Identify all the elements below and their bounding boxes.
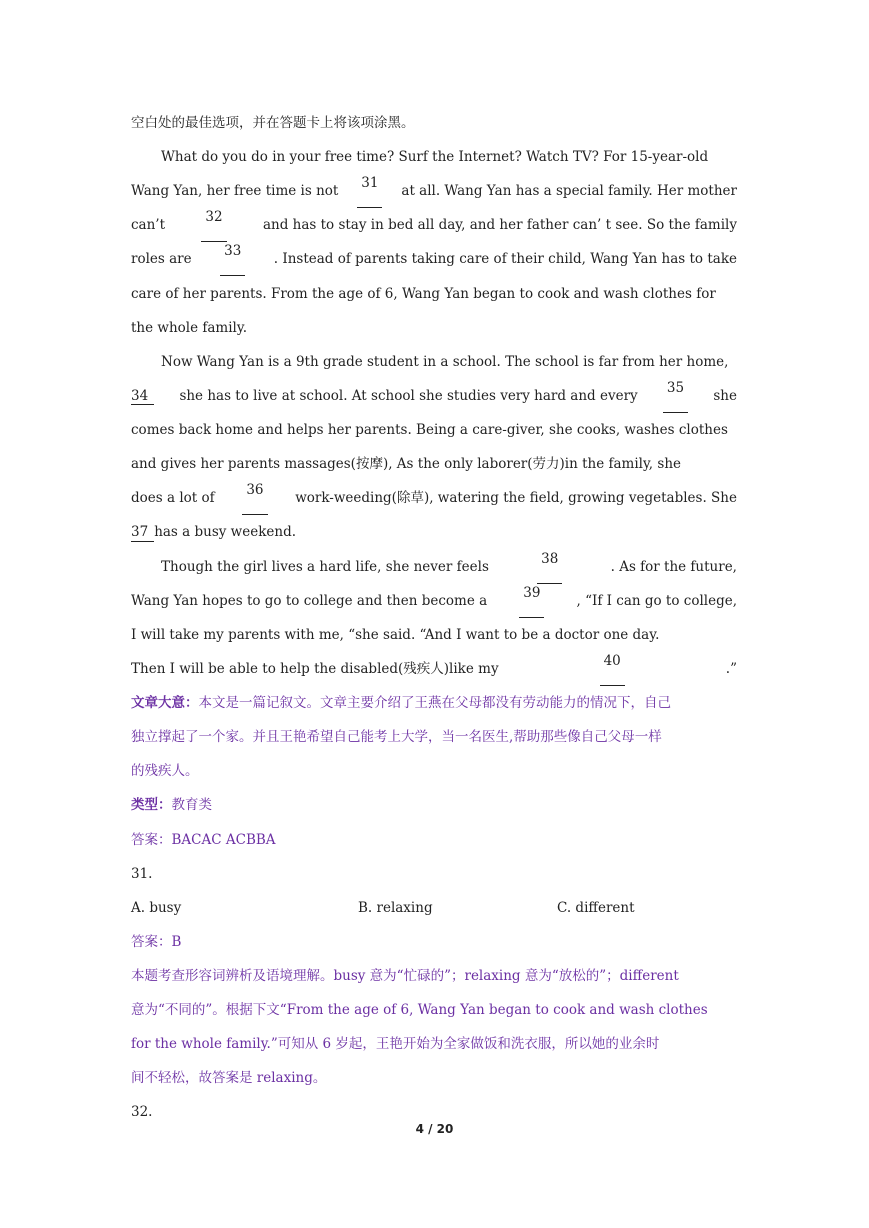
question-31-explain-1: 本题考查形容词辨析及语境理解。busy 意为“忙碌的”；relaxing 意为“放松的”；different bbox=[131, 968, 679, 984]
passage-p3-line-2 bbox=[131, 584, 737, 618]
blank-40: 40 bbox=[600, 652, 625, 686]
question-31-explain-3: for the whole family.”可知从 6 岁起，王艳开始为全家做饭和洗衣服，所以她的业余时 bbox=[131, 1036, 660, 1052]
summary-line-2: 独立撑起了一个家。并且王艳希望自己能考上大学，当一名医生,帮助那些像自己父母一样 bbox=[131, 729, 662, 745]
text-span: she bbox=[713, 388, 737, 404]
blank-33: 33 bbox=[220, 242, 245, 276]
type-label: 类型： bbox=[131, 797, 172, 813]
passage-p2-line-6 bbox=[131, 515, 737, 549]
text-span: Wang Yan, her free time is not bbox=[131, 183, 339, 199]
option-b: B. relaxing bbox=[358, 900, 433, 916]
passage-p1-line-4 bbox=[131, 242, 737, 276]
passage-p1-line-5: care of her parents. From the age of 6, Wang Yan began to cook and wash clothes for bbox=[131, 286, 716, 302]
blank-37: 37 bbox=[131, 523, 154, 542]
passage-p3-line-1 bbox=[161, 550, 737, 584]
summary-line-1 bbox=[131, 686, 737, 720]
summary-text: 本文是一篇记叙文。文章主要介绍了王燕在父母都没有劳动能力的情况下，自己 bbox=[198, 695, 671, 711]
blank-39: 39 bbox=[519, 584, 544, 618]
text-span: Then I will be able to help the disabled(残疾人)like my bbox=[131, 661, 499, 677]
question-31-answer: 答案：B bbox=[131, 934, 182, 950]
text-span: .” bbox=[725, 661, 737, 677]
text-span: , “If I can go to college, bbox=[576, 593, 737, 609]
passage-p3-line-4 bbox=[131, 652, 737, 686]
passage-p1-line-2 bbox=[131, 174, 737, 208]
passage-p2-line-5 bbox=[131, 481, 737, 515]
text-span: work-weeding(除草), watering the field, growing vegetables. She bbox=[295, 490, 737, 506]
question-31-explain-2: 意为“不同的”。根据下文“From the age of 6, Wang Yan began to cook and wash clothes bbox=[131, 1002, 708, 1018]
question-31-number: 31. bbox=[131, 866, 153, 882]
text-span: . Instead of parents taking care of their child, Wang Yan has to take bbox=[273, 251, 737, 267]
option-a: A. busy bbox=[131, 900, 182, 916]
passage-p2-line-2 bbox=[131, 379, 737, 413]
summary-line-3: 的残疾人。 bbox=[131, 763, 199, 779]
question-32-number: 32. bbox=[131, 1104, 153, 1120]
passage-p2-line-4: and gives her parents massages(按摩), As the only laborer(劳力)in the family, she bbox=[131, 456, 682, 472]
blank-35: 35 bbox=[663, 379, 688, 413]
passage-p1-line-3 bbox=[131, 208, 737, 242]
passage-p1-line-1: What do you do in your free time? Surf the Internet? Watch TV? For 15-year-old bbox=[161, 149, 709, 165]
type-value: 教育类 bbox=[171, 797, 212, 813]
question-31-options bbox=[131, 891, 737, 925]
summary-label: 文章大意： bbox=[131, 695, 199, 711]
passage-p1-line-6: the whole family. bbox=[131, 320, 247, 336]
blank-38: 38 bbox=[537, 550, 562, 584]
text-span: roles are bbox=[131, 251, 192, 267]
option-c: C. different bbox=[557, 900, 635, 916]
passage-p3-line-3: I will take my parents with me, “she said. “And I want to be a doctor one day. bbox=[131, 627, 660, 643]
text-span: does a lot of bbox=[131, 490, 215, 506]
text-span: can’t bbox=[131, 217, 166, 233]
intro-line: 空白处的最佳选项，并在答题卡上将该项涂黑。 bbox=[131, 115, 415, 131]
blank-32: 32 bbox=[201, 208, 226, 242]
passage-p2-line-1: Now Wang Yan is a 9th grade student in a school. The school is far from her home, bbox=[161, 354, 729, 370]
question-31-explain-4: 间不轻松，故答案是 relaxing。 bbox=[131, 1070, 327, 1086]
type-line bbox=[131, 788, 737, 822]
blank-34: 34 bbox=[131, 388, 154, 405]
text-span: has a busy weekend. bbox=[154, 524, 297, 540]
text-span: Though the girl lives a hard life, she never feels bbox=[161, 559, 489, 575]
text-span: Wang Yan hopes to go to college and then become a bbox=[131, 593, 488, 609]
text-span: and has to stay in bed all day, and her father can’ t see. So the family bbox=[262, 217, 737, 233]
blank-36: 36 bbox=[242, 481, 267, 515]
text-span: she has to live at school. At school she studies very hard and every bbox=[179, 388, 638, 404]
blank-31: 31 bbox=[357, 174, 382, 208]
passage-p2-line-3: comes back home and helps her parents. Being a care-giver, she cooks, washes clothes bbox=[131, 422, 728, 438]
page-number: 4 / 20 bbox=[415, 1122, 454, 1136]
text-span: . As for the future, bbox=[610, 559, 737, 575]
answers-line: 答案：BACAC ACBBA bbox=[131, 832, 276, 848]
text-span: at all. Wang Yan has a special family. Her mother bbox=[401, 183, 737, 199]
